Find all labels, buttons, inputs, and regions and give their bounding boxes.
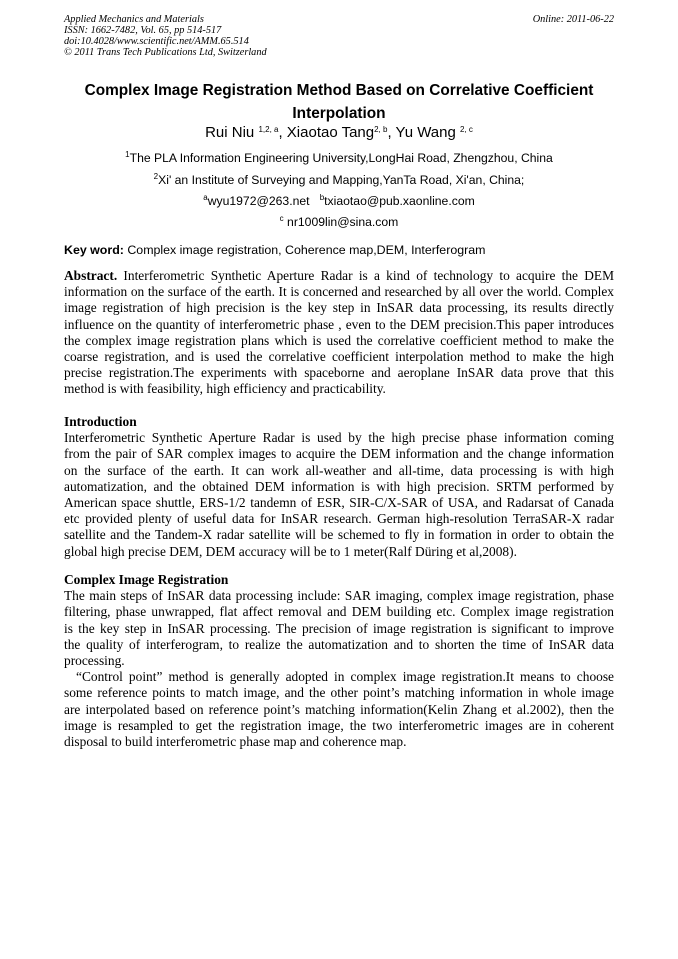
title-line: Interpolation	[292, 105, 386, 122]
email-sup: c	[279, 214, 284, 223]
author-sup: 2, c	[460, 125, 473, 134]
abstract-label: Abstract.	[64, 268, 118, 283]
online-date: Online: 2011-06-22	[532, 14, 614, 25]
text-line: American space shuttle, ERS-1/2 tandemn of ESR, SIR-C/X-SAR of USA, and Radarsat of Canada	[64, 495, 614, 511]
text-line: etc provided plenty of useful data for InSAR research. German high-resolution TerraSAR-X radar	[64, 511, 614, 527]
abstract	[64, 268, 614, 398]
title-line: Complex Image Registration Method Based on Correlative Coefficient	[84, 82, 594, 99]
abstract-text: information on the surface of the earth. It is concerned and researched by all over the world. Complex	[64, 284, 614, 300]
email-c: nr1009lin@sina.com	[287, 215, 399, 229]
text-line	[64, 365, 614, 381]
text-line	[64, 300, 614, 316]
abstract-text: coarse registration, and is used the correlative coefficient interpolation method to make the high	[64, 349, 614, 365]
text-line: disposal to build interferometric phase map and coherence map.	[64, 734, 407, 750]
abstract-text: the complex image registration plans which is used the correlative coefficient method to make the	[64, 332, 614, 348]
abstract-text: image registration of high precision is the key step in InSAR data processing, its results directly	[64, 300, 614, 316]
text-line: automatization, and the obtained DEM information is with high precision. SRTM performed by	[64, 478, 614, 494]
abstract-text: method is with feasibility, high efficiency and practicability.	[64, 381, 386, 397]
email-b: txiaotao@pub.xaonline.com	[324, 194, 475, 208]
text-line: Interferometric Synthetic Aperture Radar is used by the high precise phase information coming	[64, 430, 614, 446]
abstract-text: Interferometric Synthetic Aperture Radar is a kind of technology to acquire the DEM	[117, 268, 614, 283]
text-line: the quality of interferogram, to realize the automatization and to shorten the time of InSAR data	[64, 636, 614, 652]
section-heading: Complex Image Registration	[64, 572, 229, 587]
text-line	[64, 284, 614, 300]
journal-name: Applied Mechanics and Materials	[64, 14, 204, 25]
author-sup: 1,2, a	[258, 125, 279, 134]
text-line: on the surface of the earth. It can work all-weather and all-time, data processing is with high	[64, 462, 614, 478]
email-sup: b	[319, 193, 325, 202]
emails-line-2	[0, 215, 678, 229]
text-line: from the pair of SAR complex images to acquire the DEM information and the change information	[64, 446, 614, 462]
text-line	[64, 333, 614, 349]
text-line	[64, 317, 614, 333]
text-line: “Control point” method is generally adopted in complex image registration.It means to choose	[76, 669, 614, 685]
author-name: , Xiaotao Tang	[278, 124, 375, 141]
abstract-text: precise registration.The experiments with spaceborne and aeroplane InSAR data prove that this	[64, 365, 614, 381]
author-name: , Yu Wang	[387, 124, 460, 141]
registration-section	[64, 572, 614, 750]
text-line: image is resampled to get the registration image, the two interferometric images are in coherent	[64, 717, 614, 733]
text-line	[64, 349, 614, 365]
abstract-text: influence on the quantity of interferometric phase , even to the DEM precision.This paper introduces	[64, 316, 614, 332]
aff-text: Xi' an Institute of Surveying and Mapping,YanTa Road, Xi'an, China;	[158, 173, 525, 187]
author-sup: 2, b	[374, 125, 388, 134]
introduction-section	[64, 414, 614, 560]
keywords-text: Complex image registration, Coherence map,DEM, Interferogram	[123, 243, 486, 257]
aff-sup: 1	[125, 150, 130, 159]
text-line: filtering, phase unwrapped, flat affect removal and DEM building etc. Complex image registration	[64, 604, 614, 620]
text-line: are interpolated based on reference point’s matching information(Kelin Zhang et al.2002), then the	[64, 701, 614, 717]
journal-header	[64, 14, 267, 58]
text-line	[64, 268, 614, 284]
doi: doi:10.4028/www.scientific.net/AMM.65.514	[64, 36, 249, 47]
aff-text: The PLA Information Engineering University,LongHai Road, Zhengzhou, China	[129, 151, 553, 165]
text-line: global high precise DEM, DEM accuracy will be to 1 meter(Ralf Düring et al,2008).	[64, 543, 517, 559]
text-line: some reference points to match image, and the other point’s matching information in whole image	[64, 685, 614, 701]
keywords	[64, 243, 485, 257]
issn: ISSN: 1662-7482, Vol. 65, pp 514-517	[64, 25, 222, 36]
authors	[0, 124, 678, 141]
affiliation-2	[0, 173, 678, 187]
text-line	[64, 381, 614, 397]
text-line: processing.	[64, 653, 125, 669]
paper-title	[0, 79, 678, 125]
emails-line	[0, 194, 678, 208]
text-line: satellite and the Tandem-X radar satellite will be schemed to fly in formation in order to obtain the	[64, 527, 614, 543]
email-a: wyu1972@263.net	[207, 194, 310, 208]
text-line: The main steps of InSAR data processing include: SAR imaging, complex image registration, phase	[64, 588, 614, 604]
section-heading: Introduction	[64, 414, 137, 429]
keywords-label: Key word:	[64, 243, 124, 257]
affiliation-1	[0, 151, 678, 165]
copyright: © 2011 Trans Tech Publications Ltd, Switzerland	[64, 47, 267, 58]
text-line: is the key step in InSAR processing. The precision of image registration is significant to improve	[64, 620, 614, 636]
aff-sup: 2	[153, 172, 159, 181]
email-sup: a	[203, 193, 208, 202]
author-name: Rui Niu	[205, 124, 259, 141]
